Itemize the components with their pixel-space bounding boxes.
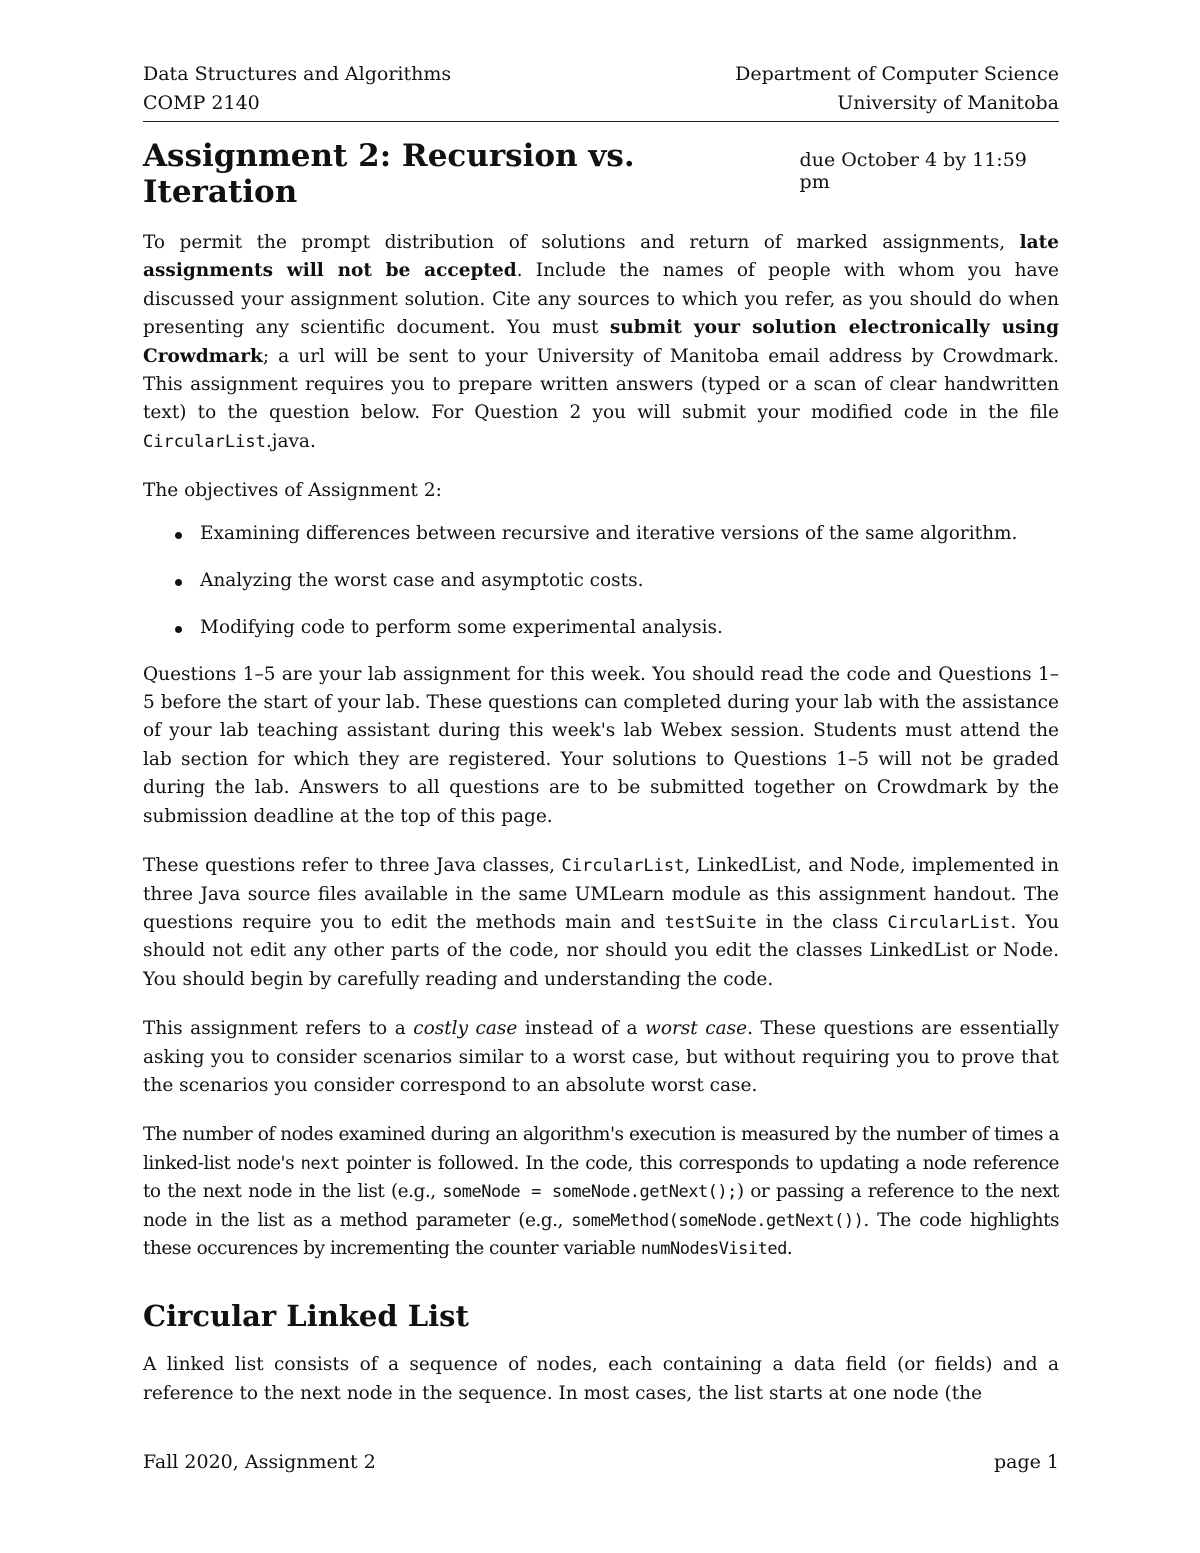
title-main: Assignment 2: Recursion vs. Iteration [143,138,635,210]
university: University of Manitoba [837,92,1059,114]
title-due: due October 4 by 11:59 pm [799,149,1027,193]
header-row-2 [143,89,1059,118]
footer-left: Fall 2020, Assignment 2 [143,1451,376,1473]
intro-text-3: ; a url will be sent to your University of Manitoba email address by Crowdmark. This assignment requires you to prepare written answers (typed or a scan of clear handwritten text) to the question below. For Question 2 you will submit your modified code in the file [143,345,1059,424]
classes-paragraph: These questions refer to three Java classes, CircularList, LinkedList, and Node, implemented in three Java source files available in the same UMLearn module as this assignment handout. The questions require you to edit the methods main and testSuite in the class CircularList. You should not edit any other parts of the code, nor should you edit the classes LinkedList or Node. You should begin by carefully reading and understanding the code. [143,855,1060,990]
course-code: COMP 2140 [143,92,260,114]
bullet-icon [175,532,182,539]
course-name: Data Structures and Algorithms [143,63,452,85]
bullet-icon [175,579,182,586]
list-item: Modifying code to perform some experimental analysis. [143,614,1059,642]
intro-text-2: . Include the names of people with whom you have discussed your assignment solution. Cite any sources to which you refer, as you should do when presenting any scientific document. You must [143,260,1059,339]
intro-bold-1: late assignments will not be accepted [143,232,1059,282]
header-rule [143,121,1059,122]
intro-text-1: To permit the prompt distribution of solutions and return of marked assignments, [143,232,1020,253]
section-title: Circular Linked List [143,1299,469,1334]
page-footer [143,1451,1059,1473]
intro-code-1: CircularList [143,431,266,452]
section-paragraph: A linked list consists of a sequence of nodes, each containing a data field (or fields) and a reference to the next node in the sequence. In most cases, the list starts at one node (the [143,1354,1059,1404]
objectives-heading: The objectives of Assignment 2: [143,480,442,502]
nodes-paragraph: The number of nodes examined during an algorithm's execution is measured by the number of times a linked-list node's next pointer is followed. In the code, this corresponds to updating a node reference to the next node in the list (e.g., someNode = someNode.getNext();) or passing a reference to the next node in the list as a method parameter (e.g., someMethod(someNode.getNext()). The code highlights these occurences by incrementing the counter variable numNodesVisited. [143,1124,1059,1259]
intro-bold-2: submit your solution electronically using Crowdmark [143,317,1059,367]
bullet-icon [175,626,182,633]
department: Department of Computer Science [735,63,1059,85]
objectives-list [143,520,1059,642]
intro-text-4: .java. [265,430,316,452]
intro-paragraph [143,229,1059,456]
list-item: Examining differences between recursive and iterative versions of the same algorithm. [143,520,1059,548]
assignment-title [143,138,1059,210]
page-number: page 1 [993,1451,1059,1473]
document-page [143,60,1059,1408]
list-item: Analyzing the worst case and asymptotic costs. [143,567,1059,595]
lab-paragraph: Questions 1–5 are your lab assignment for this week. You should read the code and Questions 1–5 before the start of your lab. These questions can completed during your lab with the assistance of your lab teaching assistant during this week's lab Webex session. Students must attend the lab section for which they are registered. Your solutions to Questions 1–5 will not be graded during the lab. Answers to all questions are to be submitted together on Crowdmark by the submission deadline at the top of this page. [143,663,1059,827]
header-row-1 [143,60,1059,89]
costly-paragraph: This assignment refers to a costly case instead of a worst case. These questions are essentially asking you to consider scenarios similar to a worst case, but without requiring you to prove that the scenarios you consider correspond to an absolute worst case. [143,1018,1059,1096]
